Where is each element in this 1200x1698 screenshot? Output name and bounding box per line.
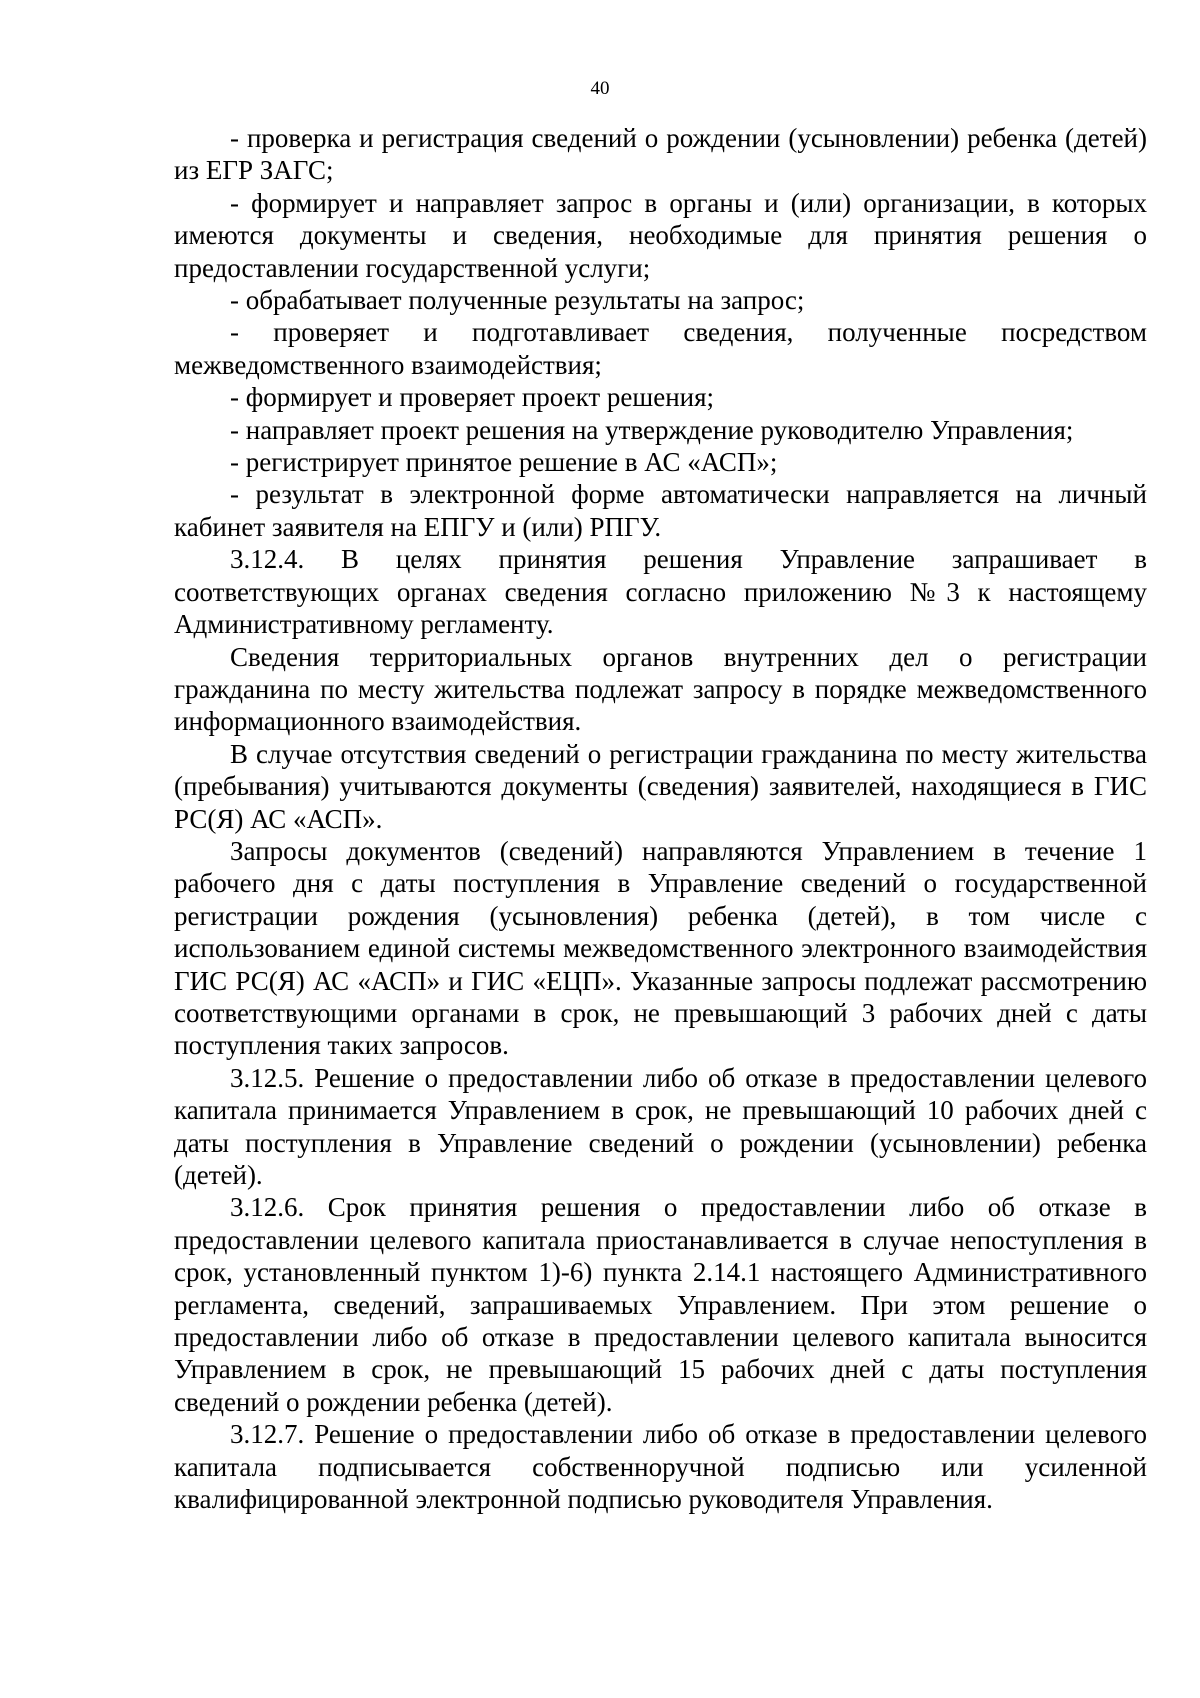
paragraph-process-results: - обрабатывает полученные результаты на запрос;: [230, 285, 805, 316]
paragraph-document-requests: Запросы документов (сведений) направляются Управлением в течение 1 рабочего дня с даты поступления в Управление сведений о государственной регистрации рождения (усыновления) ребенка (детей), в том числе с использованием единой системы межведомственного электронного взаимодействия ГИС РС(Я) АС «АСП» и ГИС «ЕЦП». Указанные запросы подлежат рассмотрению соответствующими органами в срок, не превышающий 3 рабочих дней с даты поступления таких запросов.: [174, 835, 1147, 1061]
document-body: [174, 122, 1147, 1515]
paragraph-electronic-result: - результат в электронной форме автоматически направляется на личный кабинет заявителя на ЕПГУ и (или) РПГУ.: [174, 479, 1147, 542]
paragraph-check-interagency: - проверяет и подготавливает сведения, полученные посредством межведомственного взаимодействия;: [174, 317, 1147, 380]
paragraph-form-request: - формирует и направляет запрос в органы и (или) организации, в которых имеются документы и сведения, необходимые для принятия решения о предоставлении государственной услуги;: [174, 187, 1147, 283]
paragraph-3-12-7: 3.12.7. Решение о предоставлении либо об отказе в предоставлении целевого капитала подписывается собственноручной подписью или усиленной квалифицированной электронной подписью руководителя Управления.: [174, 1419, 1147, 1515]
paragraph-register-decision: - регистрирует принятое решение в АС «АСП»;: [230, 447, 778, 478]
page-number: 40: [590, 78, 610, 99]
paragraph-3-12-4: 3.12.4. В целях принятия решения Управление запрашивает в соответствующих органах сведения согласно приложению №3 к настоящему Административному регламенту.: [174, 544, 1147, 640]
paragraph-3-12-6: 3.12.6. Срок принятия решения о предоставлении либо об отказе в предоставлении целевого капитала приостанавливается в случае непоступления в срок, установленный пунктом 1)-6) пункта 2.14.1 настоящего Административного регламента, сведений, запрашиваемых Управлением. При этом решение о предоставлении либо об отказе в предоставлении целевого капитала выносится Управлением в срок, не превышающий 15 рабочих дней с даты поступления сведений о рождении ребенка (детей).: [174, 1192, 1147, 1417]
paragraph-send-for-approval: - направляет проект решения на утверждение руководителю Управления;: [230, 414, 1074, 445]
paragraph-draft-decision: - формирует и проверяет проект решения;: [230, 382, 715, 413]
paragraph-absence-of-registration: В случае отсутствия сведений о регистрации гражданина по месту жительства (пребывания) учитываются документы (сведения) заявителей, находящиеся в ГИС РС(Я) АС «АСП».: [174, 738, 1147, 834]
paragraph-3-12-5: 3.12.5. Решение о предоставлении либо об отказе в предоставлении целевого капитала принимается Управлением в срок, не превышающий 10 рабочих дней с даты поступления в Управление сведений о рождении (усыновлении) ребенка (детей).: [174, 1062, 1147, 1190]
paragraph-internal-affairs: Сведения территориальных органов внутренних дел о регистрации гражданина по месту жительства подлежат запросу в порядке межведомственного информационного взаимодействия.: [174, 641, 1147, 737]
paragraph-egr-zags-check: - проверка и регистрация сведений о рождении (усыновлении) ребенка (детей) из ЕГР ЗАГС;: [174, 123, 1147, 186]
